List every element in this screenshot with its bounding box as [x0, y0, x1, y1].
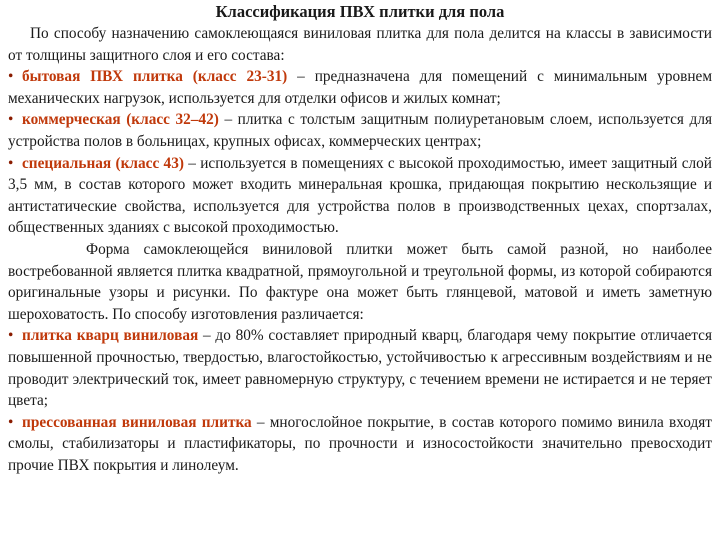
list-item-highlight: плитка кварц виниловая	[22, 327, 199, 345]
list-item	[8, 66, 712, 109]
list-item	[8, 109, 712, 152]
page-title: Классификация ПВХ плитки для пола	[215, 2, 505, 21]
bullet-icon: •	[8, 327, 14, 345]
slide	[0, 1, 720, 541]
form-paragraph: Форма самоклеющейся виниловой плитки может быть самой разной, но наиболее востребованной является плитка квадратной, прямоугольной и треугольной формы, из которой собираются оригинальные узоры и рисунки. По фактуре она может быть глянцевой, матовой и иметь заметную шероховатость. По способу изготовления различается:	[8, 240, 712, 323]
list-item-text: – предназначена для помещений с минимальным уровнем механических нагрузок, используется для отделки офисов и жилых комнат;	[8, 68, 713, 107]
list-item-text: – многослойное покрытие, в состав которого помимо винила входят смолы, стабилизаторы и пластификаторы, по прочности и износостойкости значительно превосходит прочие ПВХ покрытия и линолеум.	[8, 413, 712, 474]
bullet-icon: •	[8, 154, 14, 172]
list-item	[8, 325, 712, 411]
list-item-highlight: специальная (класс 43)	[22, 154, 184, 172]
bullet-icon: •	[8, 111, 14, 129]
document-body	[8, 23, 712, 476]
intro-paragraph: По способу назначению самоклеющаяся виниловая плитка для пола делится на классы в зависимости от толщины защитного слоя и его состава:	[8, 25, 712, 64]
list-item	[8, 412, 712, 477]
bullet-icon: •	[8, 413, 14, 431]
bullet-icon: •	[8, 68, 14, 86]
list-item-highlight: прессованная виниловая плитка	[22, 413, 252, 431]
list-item-text: – используется в помещениях с высокой проходимостью, имеет защитный слой 3,5 мм, в состав которого может входить минеральная крошка, придающая покрытию нескользящие и антистатические свойства, используется для устройства полов в производственных цехах, спортзалах, общественных зданиях с высокой проходимостью.	[8, 154, 712, 237]
list-item-text: – плитка с толстым защитным полиуретановым слоем, используется для устройства полов в больницах, крупных офисах, коммерческих центрах;	[8, 111, 712, 150]
list-item-highlight: бытовая ПВХ плитка (класс 23-31)	[22, 68, 288, 86]
list-item-text: – до 80% составляет природный кварц, благодаря чему покрытие отличается повышенной прочностью, твердостью, влагостойкостью, устойчивостью к агрессивным воздействиям и не проводит электрический ток, имеет равномерную структуру, с течением времени не истирается и не теряет цвета;	[8, 327, 712, 410]
list-item-highlight: коммерческая (класс 32–42)	[22, 111, 219, 129]
list-item	[8, 153, 712, 239]
